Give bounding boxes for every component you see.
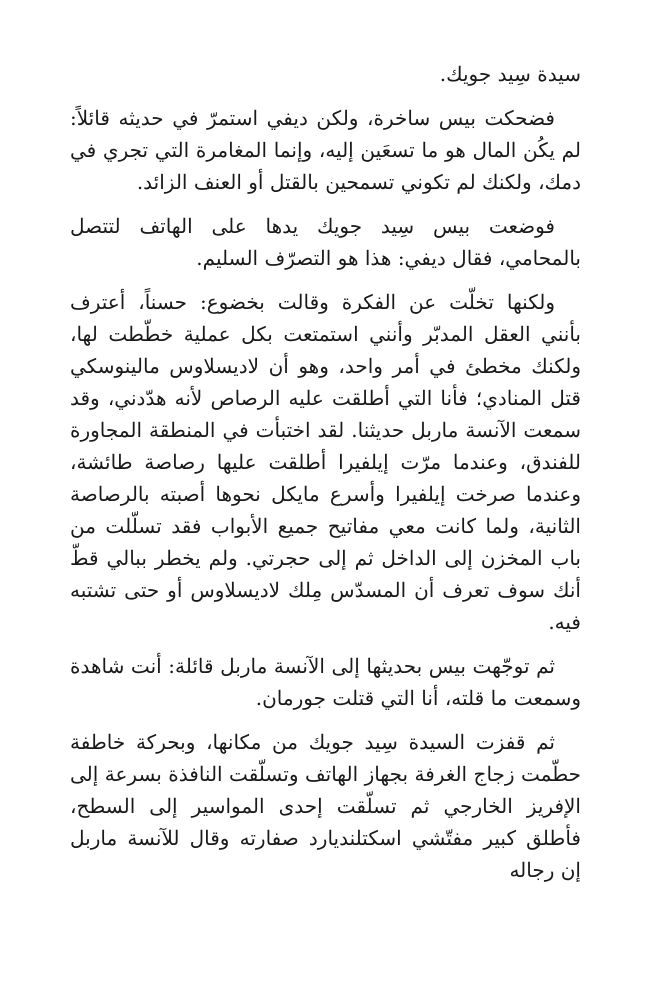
paragraph: فضحكت بيس ساخرة، ولكن ديفي استمرّ في حديثه قائلاً: لم يكُن المال هو ما تسعَين إليه، وإنما المغامرة التي تجري في دمك، ولكنك لم تكوني تسمحين بالقتل أو العنف الزائد. (70, 106, 581, 194)
paragraph: سيدة سِيد جويك. (439, 62, 581, 86)
paragraph: فوضعت بيس سِيد جويك يدها على الهاتف لتتصل بالمحامي، فقال ديفي: هذا هو التصرّف السليم. (70, 214, 581, 270)
paragraph: ثم قفزت السيدة سِيد جويك من مكانها، وبحركة خاطفة حطّمت زجاج الغرفة بجهاز الهاتف وتسلّقت النافذة بسرعة إلى الإفريز الخارجي ثم تسلّقت إحدى المواسير إلى السطح، فأطلق كبير مفتّشي اسكتلنديارد صفارته وقال للآنسة ماربل إن رجاله (70, 730, 581, 882)
paragraph: ثم توجّهت بيس بحديثها إلى الآنسة ماربل قائلة: أنت شاهدة وسمعت ما قلته، أنا التي قتلت جورمان. (70, 654, 581, 710)
paragraph: ولكنها تخلّت عن الفكرة وقالت بخضوع: حسناً، أعترف بأنني العقل المدبّر وأنني استمتعت بكل عملية خطّطت لها، ولكنك مخطئ في أمر واحد، وهو أن لاديسلاوس مالينوسكي قتل المنادي؛ فأنا التي أطلقت عليه الرصاص لأنه هدّدني، وقد سمعت الآنسة ماربل حديثنا. لقد اختبأت في المنطقة المجاورة للفندق، وعندما مرّت إيلفيرا أطلقت عليها رصاصة طائشة، وعندما صرخت إيلفيرا وأسرع مايكل نحوها أصبته بالرصاصة الثانية، ولما كانت معي مفاتيح جميع الأبواب فقد تسلّلت من باب المخزن إلى الداخل ثم إلى حجرتي. ولم يخطر ببالي قطّ أنك سوف تعرف أن المسدّس مِلك لاديسلاوس أو حتى تشتبه فيه. (70, 290, 581, 634)
